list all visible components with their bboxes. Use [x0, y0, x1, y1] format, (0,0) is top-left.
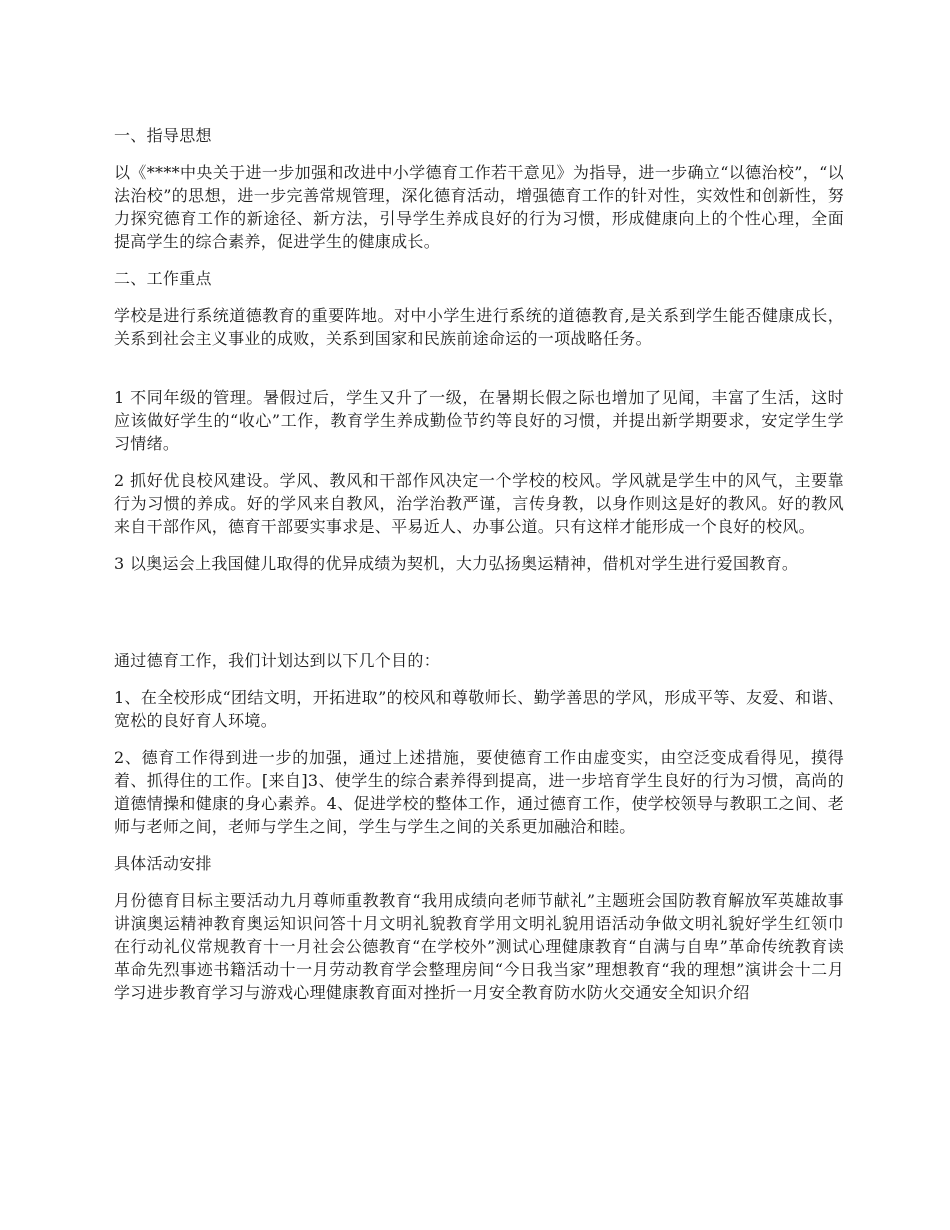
section-heading-guiding-thought: 一、指导思想 — [114, 126, 212, 145]
section-heading-work-focus: 二、工作重点 — [114, 269, 212, 288]
list-item-goal-2: 2、德育工作得到进一步的加强，通过上述措施，要使德育工作由虚变实，由空泛变成看得见，摸得着、抓得住的工作。[来自]3、使学生的综合素养得到提高，进一步培育学生良好的行为习惯，高尚的道德情操和健康的身心素养。4、促进学校的整体工作，通过德育工作，使学校领导与教职工之间、老师与老师之间，老师与学生之间，学生与学生之间的关系更加融洽和睦。 — [114, 748, 844, 836]
list-item-olympic-education: 3 以奥运会上我国健儿取得的优异成绩为契机，大力弘扬奥运精神，借机对学生进行爱国教育。 — [114, 554, 799, 573]
paragraph-goals-intro: 通过德育工作，我们计划达到以下几个目的： — [114, 651, 441, 670]
paragraph-work-focus: 学校是进行系统道德教育的重要阵地。对中小学生进行系统的道德教育,是关系到学生能否健康成长，关系到社会主义事业的成败，关系到国家和民族前途命运的一项战略任务。 — [114, 306, 844, 348]
list-item-school-spirit: 2 抓好优良校风建设。学风、教风和干部作风决定一个学校的校风。学风就是学生中的风气，主要靠行为习惯的养成。好的学风来自教风，治学治教严谨，言传身教，以身作则这是好的教风。好的教风来自干部作风，德育干部要实事求是、平易近人、办事公道。只有这样才能形成一个良好的校风。 — [114, 471, 844, 536]
spacer — [114, 589, 844, 649]
paragraph-guiding-thought: 以《****中央关于进一步加强和改进中小学德育工作若干意见》为指导，进一步确立“以德治校”，“以法治校”的思想，进一步完善常规管理，深化德育活动，增强德育工作的针对性，实效性和创新性，努力探究德育工作的新途径、新方法，引导学生养成良好的行为习惯，形成健康向上的个性心理，全面提高学生的综合素养，促进学生的健康成长。 — [114, 163, 844, 251]
document-body — [114, 124, 844, 1018]
paragraph-activities: 月份德育目标主要活动九月尊师重教教育“我用成绩向老师节献礼”主题班会国防教育解放军英雄故事讲演奥运精神教育奥运知识问答十月文明礼貌教育学用文明礼貌用语活动争做文明礼貌好学生红领巾在行动礼仪常规教育十一月社会公德教育“在学校外”测试心理健康教育“自满与自卑”革命传统教育读革命先烈事迹书籍活动十一月劳动教育学会整理房间“今日我当家”理想教育“我的理想”演讲会十二月学习进步教育学习与游戏心理健康教育面对挫折一月安全教育防水防火交通安全知识介绍 — [114, 891, 844, 1002]
list-item-grade-management: 1 不同年级的管理。暑假过后，学生又升了一级，在暑期长假之际也增加了见闻，丰富了生活，这时应该做好学生的“收心”工作，教育学生养成勤俭节约等良好的习惯，并提出新学期要求，安定学生学习情绪。 — [114, 388, 844, 453]
spacer — [114, 364, 844, 386]
section-heading-activities: 具体活动安排 — [114, 854, 212, 873]
list-item-goal-1: 1、在全校形成“团结文明，开拓进取”的校风和尊敬师长、勤学善思的学风，形成平等、友爱、和谐、宽松的良好育人环境。 — [114, 688, 844, 730]
